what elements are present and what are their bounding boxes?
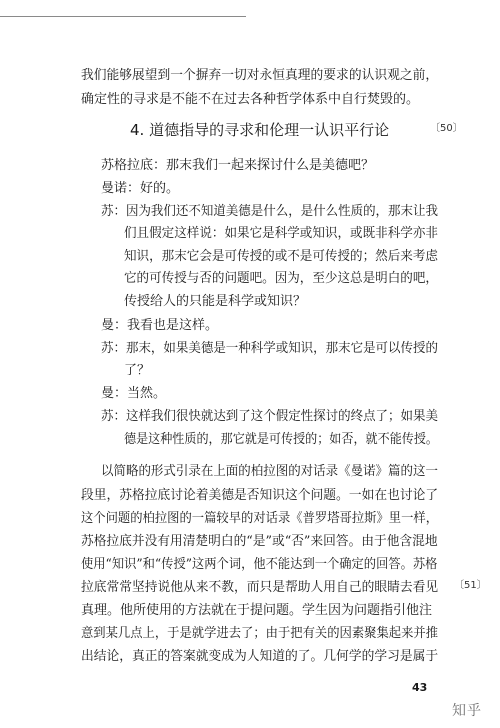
dialogue-line: 它的可传授与否的问题吧。因为，至少这总是明白的吧， (124, 271, 438, 286)
page-number: 43 (412, 681, 428, 694)
body-line: 以简略的形式引录在上面的柏拉图的对话录《曼诺》篇的这一 (101, 464, 438, 479)
body-line: 这个问题的柏拉图的一篇较早的对话录《普罗塔哥拉斯》里一样， (81, 511, 439, 526)
dialogue-line: 知识，那末它会是可传授的或不是可传授的；然后来考虑 (124, 249, 438, 264)
dialogue-line: 曼诺：好的。 (101, 181, 180, 196)
body-line: 苏格拉底并没有用清楚明白的“是”或“否”来回答。由于他含混地 (81, 534, 438, 549)
body-line: 意到某几点上，于是就学进去了；由于把有关的因素聚集起来并推 (81, 626, 439, 641)
watermark: 知乎 (452, 703, 482, 719)
body-line: 使用“知识”和“传授”这两个词，他不能达到一个确定的回答。苏格 (81, 557, 438, 572)
intro-line-2: 确定性的寻求是不能不在过去各种哲学体系中自行焚毁的。 (81, 92, 420, 107)
dialogue-line: 苏：因为我们还不知道美德是什么，是什么性质的，那末让我 (101, 204, 438, 219)
dialogue-line: 苏：那末，如果美德是一种科学或知识，那末它是可以传授的 (101, 341, 438, 356)
dialogue-line: 曼：我看也是这样。 (101, 318, 219, 333)
dialogue-line: 们且假定这样说：如果它是科学或知识，或既非科学亦非 (124, 226, 438, 241)
dialogue-line: 曼：当然。 (101, 386, 167, 401)
dialogue-line: 苏：这样我们很快就达到了这个假定性探讨的终点了；如果美 (101, 409, 438, 424)
body-line: 出结论，真正的答案就变成为人知道的了。几何学的学习是属于 (81, 649, 439, 664)
intro-line-1: 我们能够展望到一个摒弃一切对永恒真理的要求的认识观之前， (81, 68, 439, 83)
dialogue-line: 传授给人的只能是科学或知识？ (124, 294, 307, 309)
header-rule (0, 16, 246, 17)
section-heading: 4. 道德指导的寻求和伦理一认识平行论 (130, 121, 390, 139)
dialogue-line: 了？ (124, 363, 151, 378)
body-line: 拉底常常坚持说他从来不教，而只是帮助人用自己的眼睛去看见 (81, 580, 439, 595)
body-line: 真理。他所使用的方法就在于提问题。学生因为问题指引他注 (81, 603, 433, 618)
dialogue-line: 苏格拉底：那末我们一起来探讨什么是美德吧？ (101, 158, 375, 173)
margin-ref-50: 〔50〕 (430, 123, 463, 134)
body-line: 段里，苏格拉底讨论着美德是否知识这个问题。一如在也讨论了 (81, 488, 439, 503)
margin-ref-51: 〔51〕 (454, 580, 487, 591)
dialogue-line: 德是这种性质的，那它就是可传授的；如否，就不能传授。 (124, 432, 439, 447)
